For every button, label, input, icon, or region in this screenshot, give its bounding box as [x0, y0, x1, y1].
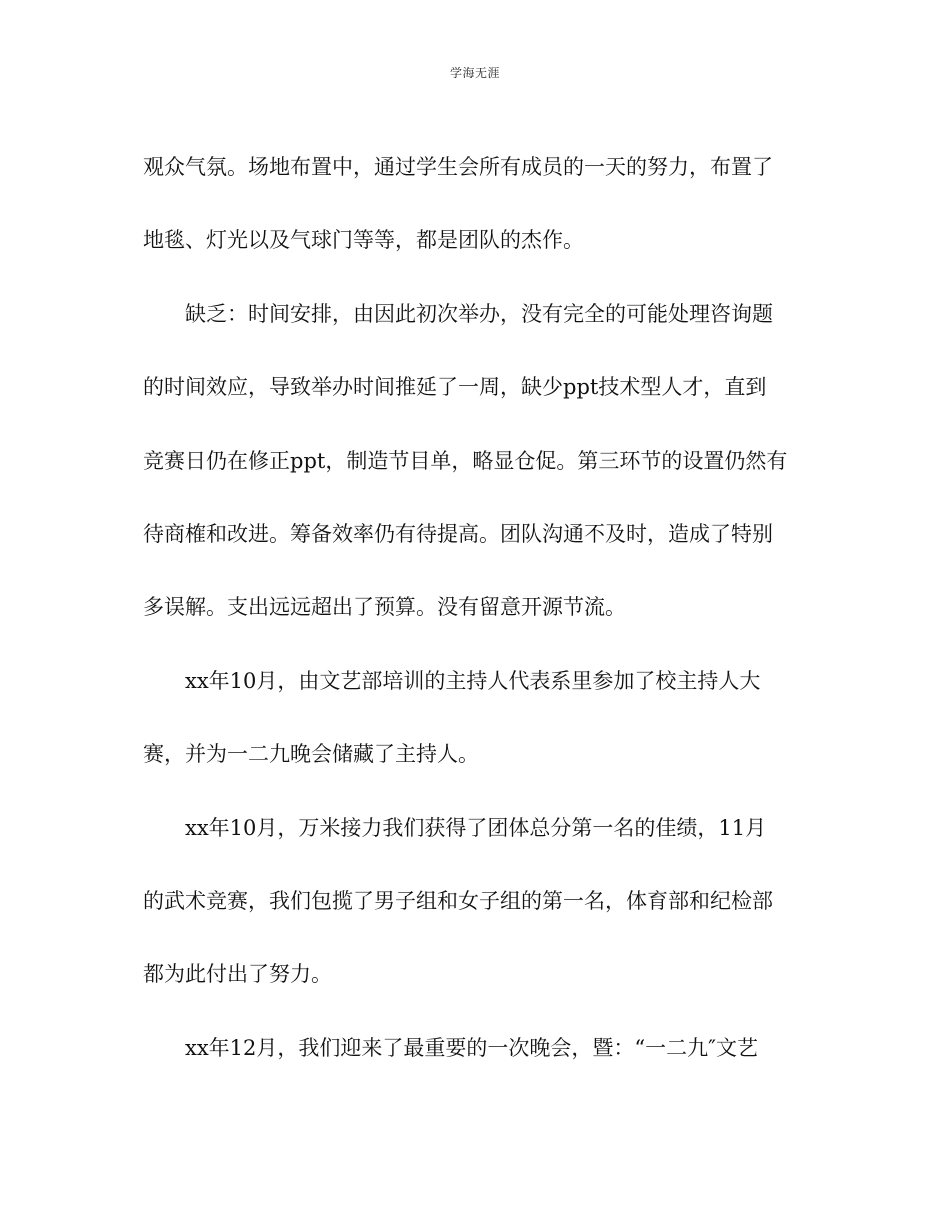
- text-line-10: xx年10月，万米接力我们获得了团体总分第一名的佳绩，11月: [185, 815, 767, 840]
- text-line-4: 的时间效应，导致举办时间推延了一周，缺少ppt技术型人才，直到: [143, 375, 767, 400]
- text-line-7: 多误解。支出远远超出了预算。没有留意开源节流。: [143, 595, 626, 620]
- text-line-1: 观众气氛。场地布置中，通过学生会所有成员的一天的努力，布置了: [143, 155, 773, 179]
- text-line-9: 赛，并为一二九晚会储藏了主持人。: [143, 742, 479, 767]
- text-line-12: 都为此付出了努力。: [143, 962, 332, 987]
- text-line-8: xx年10月，由文艺部培训的主持人代表系里参加了校主持人大: [185, 668, 761, 693]
- text-line-3: 缺乏：时间安排，由因此初次举办，没有完全的可能处理咨询题: [185, 301, 773, 326]
- text-line-5: 竞赛日仍在修正ppt，制造节目单，略显仓促。第三环节的设置仍然有: [143, 448, 788, 473]
- text-line-11: 的武术竞赛，我们包揽了男子组和女子组的第一名，体育部和纪检部: [143, 888, 773, 913]
- text-line-13: xx年12月，我们迎来了最重要的一次晚会，暨：“一二九″文艺: [185, 1035, 758, 1060]
- page-header: 学海无涯: [449, 66, 500, 80]
- document-body: [143, 131, 813, 1085]
- text-line-2: 地毯、灯光以及气球门等等，都是团队的杰作。: [143, 228, 584, 253]
- text-line-6: 待商榷和改进。筹备效率仍有待提高。团队沟通不及时，造成了特别: [143, 521, 773, 546]
